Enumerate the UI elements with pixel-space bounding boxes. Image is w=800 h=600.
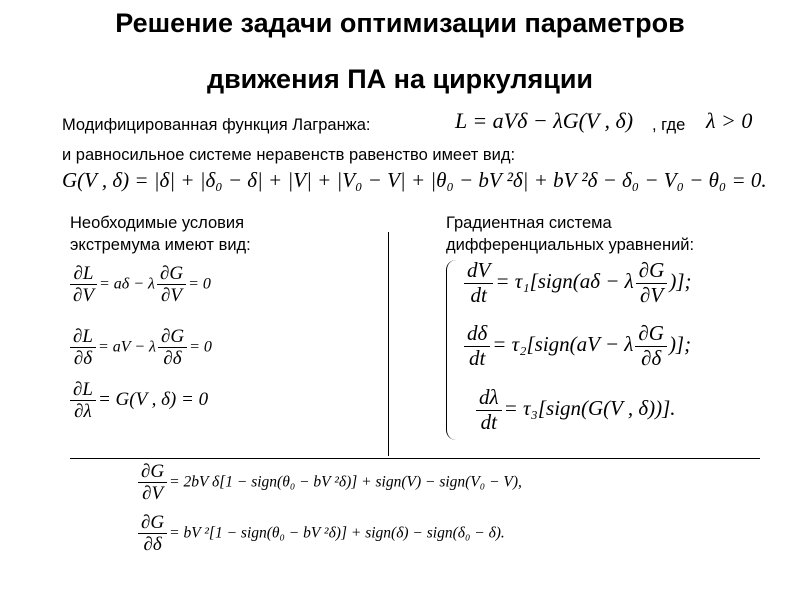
fraction: $\frac{\partial L}{\partial\delta}$ bbox=[70, 326, 96, 370]
lagrange-label: Модифицированная функция Лагранжа: bbox=[62, 116, 371, 134]
left-equation-3: $\frac{\partial L}{\partial\lambda}$ = G(V , δ) = 0 bbox=[68, 379, 208, 423]
fraction: $\frac{d\lambda}{dt}$ bbox=[476, 386, 502, 434]
right-heading-2: дифференциальных уравнений: bbox=[446, 236, 695, 254]
equiv-label: и равносильное системе неравенств равенство имеет вид: bbox=[62, 146, 516, 164]
fraction: $\frac{\partial G}{\partial\delta}$ bbox=[635, 322, 667, 370]
fraction: $\frac{\partial G}{\partial V}$ bbox=[157, 263, 186, 307]
equiv-formula: G(V , δ) = |δ| + |δ₀ − δ| + |V| + |V₀ − V| + |θ₀ − bV ²δ| + bV ²δ − δ₀ − V₀ − θ₀ = 0. bbox=[62, 168, 767, 192]
system-brace bbox=[446, 260, 458, 440]
page-title: Решение задачи оптимизации параметров bbox=[115, 8, 685, 38]
left-heading-1: Необходимые условия bbox=[70, 214, 245, 232]
column-divider bbox=[388, 232, 389, 456]
lagrange-formula: L = aVδ − λG(V , δ) bbox=[455, 108, 634, 133]
bottom-equation-1: $\frac{\partial G}{\partial V}$ = 2bV δ[1 − sign(θ₀ − bV ²δ)] + sign(V) − sign(V₀ − V), bbox=[136, 461, 522, 505]
left-equation-2: $\frac{\partial L}{\partial\delta}$ = aV − λ $\frac{\partial G}{\partial\delta}$ = 0 bbox=[68, 326, 212, 370]
fraction: $\frac{d\delta}{dt}$ bbox=[464, 322, 490, 370]
left-equation-1: $\frac{\partial L}{\partial V}$ = aδ − λ $\frac{\partial G}{\partial V}$ = 0 bbox=[68, 263, 211, 307]
fraction: $\frac{\partial L}{\partial\lambda}$ bbox=[70, 379, 96, 423]
fraction: $\frac{\partial G}{\partial\delta}$ bbox=[138, 512, 167, 556]
left-heading-2: экстремума имеют вид: bbox=[70, 236, 251, 254]
fraction: $\frac{\partial G}{\partial\delta}$ bbox=[158, 326, 187, 370]
right-equation-1: $\frac{dV}{dt}$ = τ₁[sign(aδ − λ $\frac{\partial G}{\partial V}$ )]; bbox=[462, 259, 692, 307]
bottom-equation-2: $\frac{\partial G}{\partial\delta}$ = bV ²[1 − sign(θ₀ − bV ²δ)] + sign(δ) − sign(δ₀ − δ). bbox=[136, 512, 505, 556]
fraction: $\frac{\partial L}{\partial V}$ bbox=[70, 263, 97, 307]
lagrange-where: , где bbox=[652, 116, 686, 134]
lagrange-condition: λ > 0 bbox=[706, 108, 753, 133]
right-heading-1: Градиентная система bbox=[446, 214, 612, 232]
section-divider bbox=[70, 458, 760, 459]
fraction: $\frac{\partial G}{\partial V}$ bbox=[138, 461, 167, 505]
page-subtitle: движения ПА на циркуляции bbox=[206, 64, 594, 94]
right-equation-3: $\frac{d\lambda}{dt}$ = τ₃[sign(G(V , δ))]. bbox=[474, 386, 676, 434]
fraction: $\frac{dV}{dt}$ bbox=[464, 259, 493, 307]
right-equation-2: $\frac{d\delta}{dt}$ = τ₂[sign(aV − λ $\frac{\partial G}{\partial\delta}$ )]; bbox=[462, 322, 691, 370]
fraction: $\frac{\partial G}{\partial V}$ bbox=[636, 259, 668, 307]
